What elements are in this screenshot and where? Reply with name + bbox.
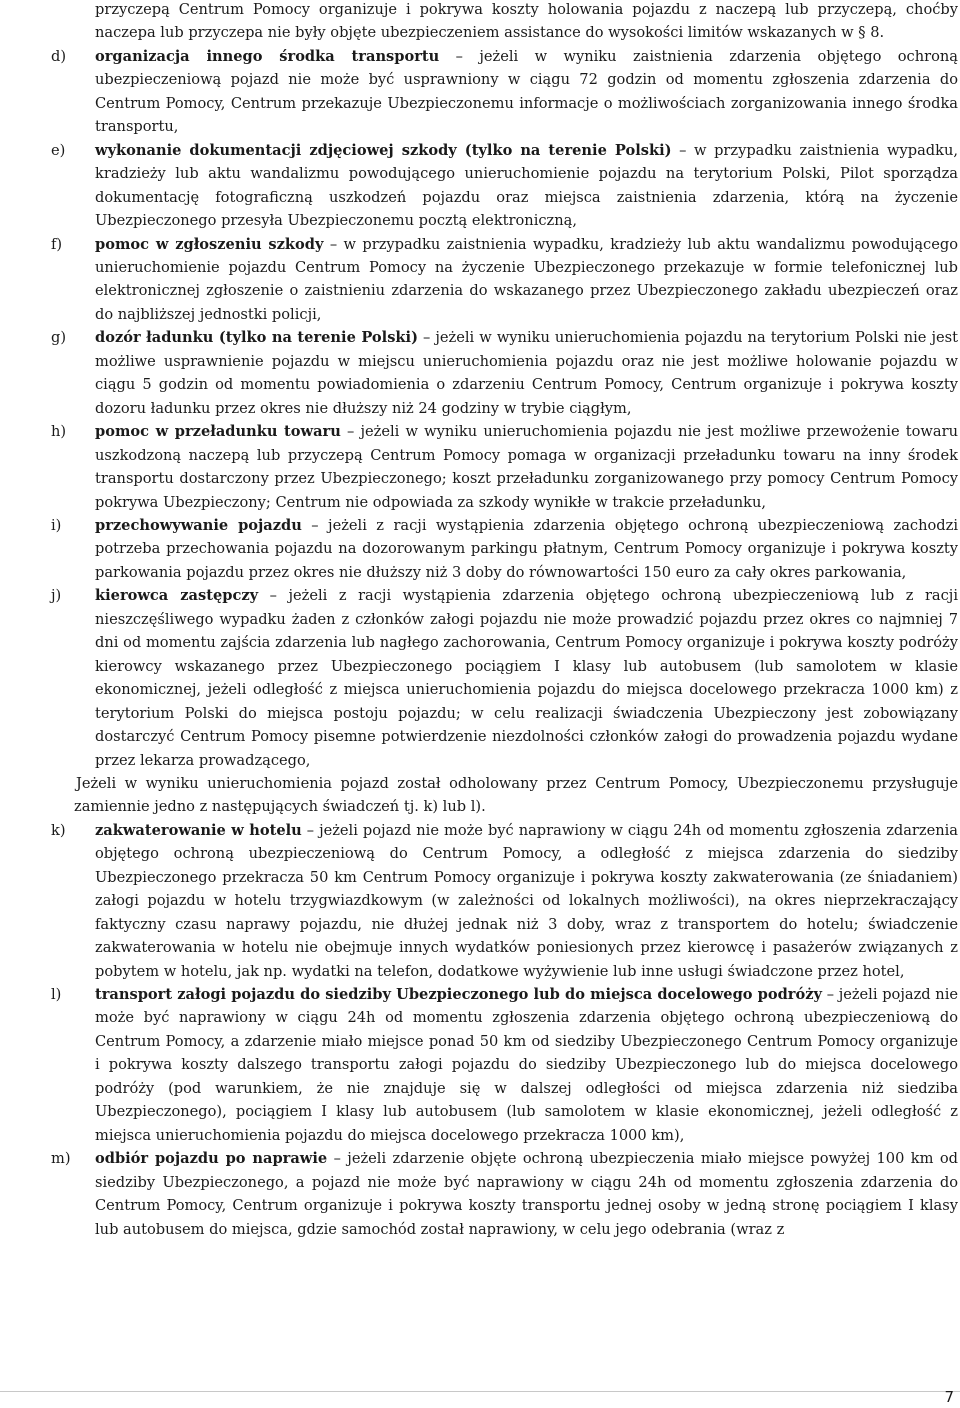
- list-item-text: – w przypadku zaistnienia wypadku, kradzieży lub aktu wandalizmu powodującego unieruchomienie pojazdu Centrum Pomocy na życzenie Ubezpieczonego przekazuje w formie telefonicznej lub elektronicznej zgłoszenie o zaistnieniu zdarzenia do wskazanego przez Ubezpieczonego zakładu ubezpieczeń oraz do najbliższej jednostki policji,: [95, 235, 958, 323]
- list-item-letter: l): [51, 986, 62, 1004]
- list-item-text: – jeżeli pojazd nie może być naprawiony w ciągu 24h od momentu zgłoszenia zdarzenia objętego ochroną ubezpieczeniową do Centrum Pomocy, a zdarzenie miało miejsce ponad 50 km od siedziby Ubezpieczonego Centrum Pomocy organizuje i pokrywa koszty dalszego transportu załogi pojazdu do siedziby Ubezpieczonego lub do miejsca docelowego podróży (pod warunkiem, że nie znajduje się w dalszej odległości od miejsca zdarzenia niż siedziba Ubezpieczonego), pociągiem I klasy lub autobusem (lub samolotem w klasie ekonomicznej, jeżeli odległość z miejsca unieruchomienia pojazdu do miejsca docelowego przekracza 1000 km),: [95, 986, 958, 1144]
- list-item-heading: kierowca zastępczy: [95, 587, 259, 605]
- list-item-letter: g): [51, 329, 67, 347]
- list-item-letter: d): [51, 47, 67, 65]
- list-item-h: [0, 420, 960, 514]
- list-item-text: – jeżeli pojazd nie może być naprawiony w ciągu 24h od momentu zgłoszenia zdarzenia objętego ochroną ubezpieczeniową do Centrum Pomocy, a odległość z miejsca zdarzenia do siedziby Ubezpieczonego przekracza 50 km Centrum Pomocy organizuje i pokrywa koszty zakwaterowania (ze śniadaniem) załogi pojazdu w hotelu trzygwiazdkowym (w zależności od lokalnych możliwości), na okres nieprzekraczający faktyczny czasu naprawy pojazdu, nie dłużej jednak niż 3 doby, wraz z transportem do hotelu; świadczenie zakwaterowania w hotelu nie obejmuje innych wydatków poniesionych przez kierowcę i pasażerów związanych z pobytem w hotelu, jak np. wydatki na telefon, dodatkowe wyżywienie lub inne usługi świadczone przez hotel,: [95, 821, 958, 980]
- list-item-heading: zakwaterowanie w hotelu: [95, 821, 302, 839]
- middle-paragraph: Jeżeli w wyniku unieruchomienia pojazd został odholowany przez Centrum Pomocy, Ubezpieczonemu przysługuje zamiennie jedno z następujących świadczeń tj. k) lub l).: [74, 774, 958, 816]
- list-item-l: [0, 983, 960, 1147]
- list-item-text: – jeżeli w wyniku zaistnienia zdarzenia objętego ochroną ubezpieczeniową pojazd nie może być usprawniony w ciągu 72 godzin od momentu zgłoszenia zdarzenia do Centrum Pomocy, Centrum przekazuje Ubezpieczonemu informacje o możliwościach zorganizowania innego środka transportu,: [95, 47, 958, 136]
- list-item-e: [0, 139, 960, 233]
- list-item-k: [0, 819, 960, 983]
- list-item-text: – jeżeli z racji wystąpienia zdarzenia objętego ochroną ubezpieczeniową zachodzi potrzeba przechowania pojazdu na dozorowanym parkingu płatnym, Centrum Pomocy organizuje i pokrywa koszty parkowania pojazdu przez okres nie dłuższy niż 3 doby do równowartości 150 euro za cały okres parkowania,: [95, 516, 958, 581]
- list-item-text: – jeżeli z racji wystąpienia zdarzenia objętego ochroną ubezpieczeniową lub z racji nieszczęśliwego wypadku żaden z członków załogi pojazdu nie może prowadzić pojazdu przez okres co najmniej 7 dni od momentu zajścia zdarzenia lub nagłego zachorowania, Centrum Pomocy organizuje i pokrywa koszty podróży kierowcy wskazanego przez Ubezpieczonego pociągiem I klasy lub autobusem (lub samolotem w klasie ekonomicznej, jeżeli odległość z miejsca unieruchomienia pojazdu do miejsca docelowego przekracza 1000 km) z terytorium Polski do miejsca postoju pojazdu; w celu realizacji świadczenia Ubezpieczony jest zobowiązany dostarczyć Centrum Pomocy pisemne potwierdzenie niezdolności członków załogi do prowadzenia pojazdu wydane przez lekarza prowadzącego,: [95, 587, 958, 769]
- list-item-heading: odbiór pojazdu po naprawie: [95, 1150, 328, 1168]
- list-item-heading: pomoc w przeładunku towaru: [95, 423, 341, 441]
- list-item-text: – jeżeli w wyniku unieruchomienia pojazdu na terytorium Polski nie jest możliwe usprawnienie pojazdu w miejscu unieruchomienia pojazdu oraz nie jest możliwe holowanie pojazdu w ciągu 5 godzin od momentu powiadomienia o zdarzeniu Centrum Pomocy, Centrum organizuje i pokrywa koszty dozoru ładunku przez okres nie dłuższy niż 24 godziny w trybie ciągłym,: [95, 329, 958, 417]
- list-item-text: – jeżeli w wyniku unieruchomienia pojazdu nie jest możliwe przewożenie towaru uszkodzoną naczepą lub przyczepą Centrum Pomocy pomaga w organizacji przeładunku towaru na inny środek transportu dostarczony przez Ubezpieczonego; koszt przeładunku zorganizowanego przy pomocy Centrum Pomocy pokrywa Ubezpieczony; Centrum nie odpowiada za szkody wynikłe w trakcie przeładunku,: [95, 423, 958, 511]
- list-item-letter: k): [51, 821, 66, 839]
- intro-continuation: przyczepą Centrum Pomocy organizuje i pokrywa koszty holowania pojazdu z naczepą lub przyczepą, choćby naczepa lub przyczepa nie były objęte ubezpieczeniem assistance do wysokości limitów wskazanych w § 8.: [95, 1, 958, 42]
- list-item-letter: m): [51, 1150, 71, 1168]
- list-item-letter: e): [51, 141, 66, 159]
- list-item-letter: j): [51, 587, 62, 605]
- footer-divider: [0, 1391, 960, 1392]
- list-item-text: – w przypadku zaistnienia wypadku, kradzieży lub aktu wandalizmu powodującego unieruchomienie pojazdu na terytorium Polski, Pilot sporządza dokumentację fotograficzną uszkodzeń pojazdu oraz miejsca zaistnienia zdarzenia, którą na życzenie Ubezpieczonego przesyła Ubezpieczonemu pocztą elektroniczną,: [95, 141, 959, 230]
- list-item-heading: pomoc w zgłoszeniu szkody: [95, 235, 324, 253]
- list-item-j: [0, 584, 960, 772]
- list-item-text: – jeżeli zdarzenie objęte ochroną ubezpieczenia miało miejsce powyżej 100 km od siedziby Ubezpieczonego, a pojazd nie może być naprawiony w ciągu 24h od momentu zgłoszenia zdarzenia do Centrum Pomocy, Centrum organizuje i pokrywa koszty transportu jednej osoby w jedną stronę pociągiem I klasy lub autobusem do miejsca, gdzie samochód został naprawiony, w celu jego odebrania (wraz z: [95, 1150, 958, 1238]
- list-item-heading: organizacja innego środka transportu: [95, 47, 440, 65]
- list-item-m: [0, 1147, 960, 1241]
- list-item-heading: wykonanie dokumentacji zdjęciowej szkody (tylko na terenie Polski): [95, 141, 672, 159]
- list-item-d: [0, 45, 960, 139]
- list-item-heading: dozór ładunku (tylko na terenie Polski): [95, 329, 418, 347]
- list-item-i: [0, 514, 960, 584]
- list-item-f: [0, 233, 960, 327]
- list-item-heading: transport załogi pojazdu do siedziby Ubezpieczonego lub do miejsca docelowego podróży: [95, 986, 822, 1004]
- list-item-letter: h): [51, 423, 67, 441]
- list-item-letter: i): [51, 516, 62, 534]
- page-number: 7: [944, 1388, 954, 1406]
- list-item-g: [0, 326, 960, 420]
- list-item-heading: przechowywanie pojazdu: [95, 516, 302, 534]
- list-item-letter: f): [51, 235, 63, 253]
